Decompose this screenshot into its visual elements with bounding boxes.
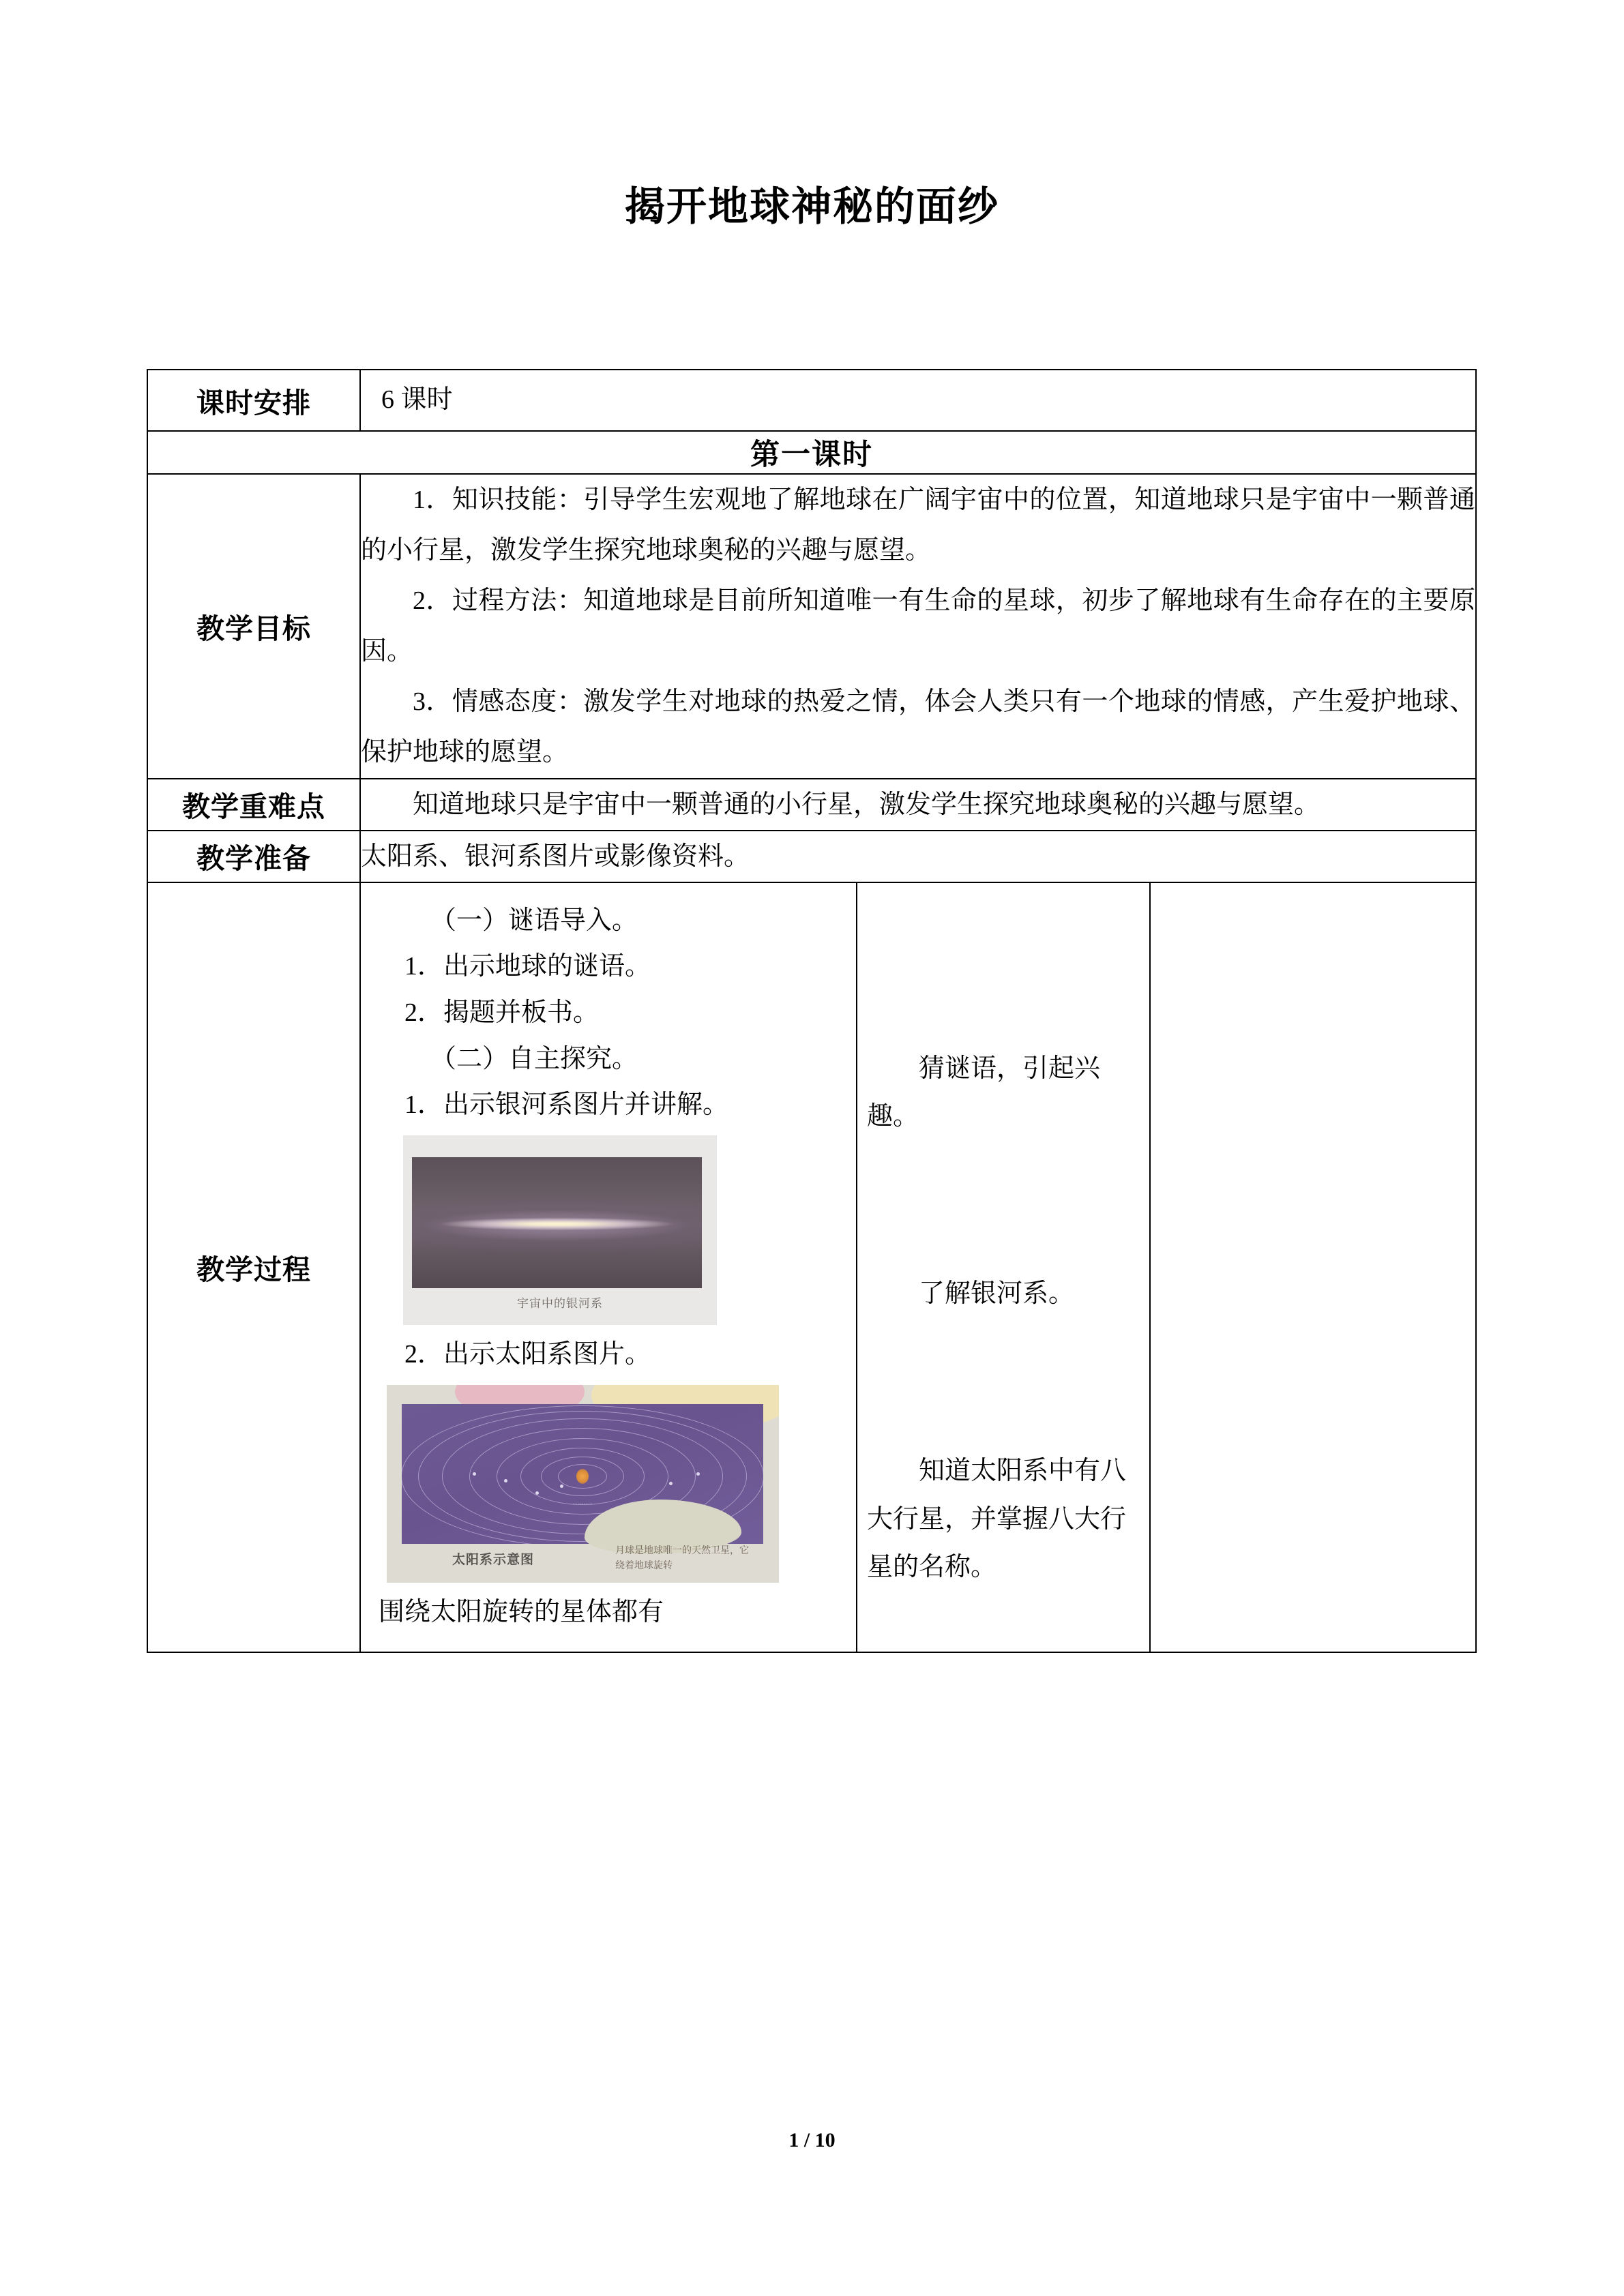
process-step-5: 1．出示银河系图片并讲解。	[404, 1090, 729, 1120]
table-row-session-header	[147, 431, 1476, 474]
process-note-3: 知道太阳系中有八大行星，并掌握八大行星的名称。	[867, 1457, 1127, 1582]
objective-item-3: 3．情感态度：激发学生对地球的热爱之情，体会人类只有一个地球的情感，产生爱护地球、保护地球的愿望。	[361, 687, 1476, 767]
solar-figure-side-text: 月球是地球唯一的天然卫星，它绕着地球旋转	[615, 1545, 749, 1571]
planet-marker-3	[504, 1479, 507, 1482]
process-step-4: （二）自主探究。	[430, 1044, 638, 1073]
keypoints-text: 知道地球只是宇宙中一颗普通的小行星，激发学生探究地球奥秘的兴趣与愿望。	[413, 790, 1320, 819]
objective-item-1: 1．知识技能：引导学生宏观地了解地球在广阔宇宙中的位置，知道地球只是宇宙中一颗普通的小行星，激发学生探究地球奥秘的兴趣与愿望。	[361, 486, 1476, 565]
galaxy-figure	[403, 1135, 717, 1325]
table-row-keypoints	[147, 779, 1476, 831]
planet-marker-4	[473, 1472, 476, 1476]
process-notes-cell	[857, 882, 1150, 1652]
table-row-preparation	[147, 831, 1476, 882]
process-note-1: 猜谜语，引起兴趣。	[867, 1054, 1101, 1131]
planet-marker-6	[669, 1482, 673, 1485]
page-footer: 1 / 10	[788, 2129, 836, 2151]
process-step-7: 围绕太阳旋转的星体都有	[379, 1597, 664, 1626]
planet-marker-2	[535, 1491, 539, 1495]
solar-inner-annotation: ·········	[572, 1500, 593, 1508]
row-label-process: 教学过程	[147, 882, 360, 1652]
solar-system-figure	[387, 1385, 779, 1583]
row-value-hours: 6 课时	[360, 370, 1476, 431]
table-row-hours	[147, 370, 1476, 431]
lesson-plan-table	[147, 369, 1477, 1653]
preparation-text: 太阳系、银河系图片或影像资料。	[361, 841, 750, 871]
planet-marker-1	[560, 1485, 563, 1488]
row-label-objectives: 教学目标	[147, 474, 360, 779]
row-value-objectives	[360, 474, 1476, 779]
process-note-2: 了解银河系。	[919, 1279, 1075, 1309]
solar-figure-caption: 太阳系示意图	[452, 1551, 535, 1567]
process-remarks-cell	[1150, 882, 1476, 1652]
row-value-keypoints	[360, 779, 1476, 831]
session-header: 第一课时	[147, 431, 1476, 474]
row-label-preparation: 教学准备	[147, 831, 360, 882]
process-step-6: 2．出示太阳系图片。	[404, 1339, 651, 1369]
galaxy-photo-image	[412, 1157, 702, 1288]
table-row-process	[147, 882, 1476, 1652]
objective-item-2: 2．过程方法：知道地球是目前所知道唯一有生命的星球，初步了解地球有生命存在的主要原因。	[361, 586, 1476, 666]
page-title: 揭开地球神秘的面纱	[624, 183, 999, 230]
row-label-keypoints: 教学重难点	[147, 779, 360, 831]
sun-marker	[576, 1469, 589, 1484]
planet-marker-5	[696, 1472, 700, 1476]
process-step-1: （一）谜语导入。	[430, 906, 638, 935]
row-value-preparation	[360, 831, 1476, 882]
row-label-hours: 课时安排	[147, 370, 360, 431]
galaxy-figure-caption: 宇宙中的银河系	[517, 1296, 603, 1311]
process-step-2: 1．出示地球的谜语。	[404, 952, 651, 981]
process-steps-cell	[360, 882, 857, 1652]
process-step-3: 2．揭题并板书。	[404, 998, 600, 1027]
table-row-objectives	[147, 474, 1476, 779]
